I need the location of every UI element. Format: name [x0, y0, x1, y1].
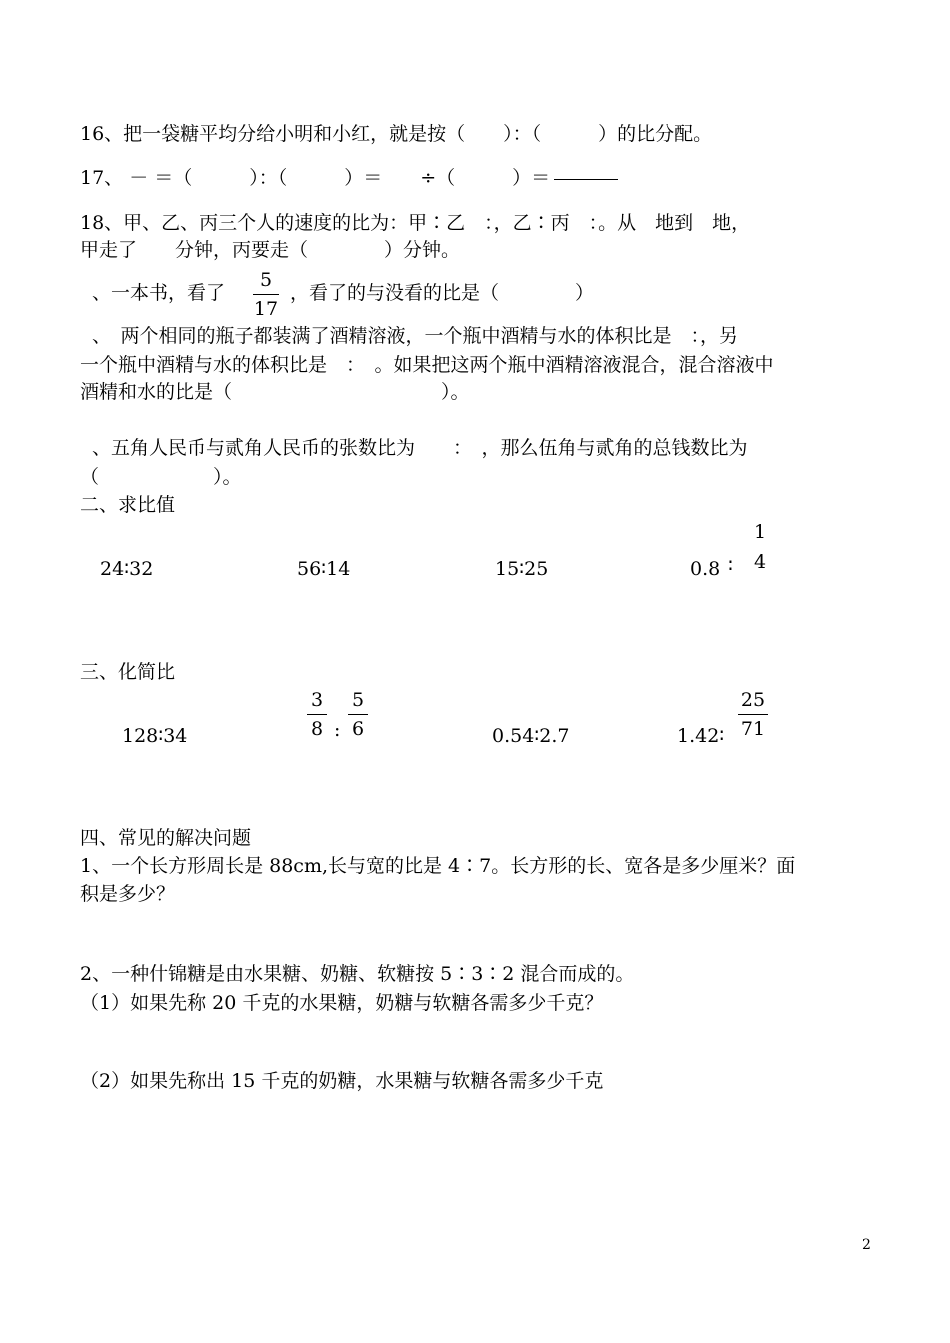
ratio-item-2: 56∶14 — [297, 558, 351, 580]
simplify-item-2-colon: : — [334, 719, 341, 741]
fraction-denominator: 4 — [753, 551, 767, 573]
fraction-bar — [307, 714, 327, 715]
problem-2-line1: 2、一种什锦糖是由水果糖、奶糖、软糖按 5∶3∶2 混合而成的。 — [80, 963, 635, 985]
question-17-text: 17、 － ＝（ ）：（ ）＝ ÷（ ）＝ — [80, 167, 551, 189]
section-2-title: 二、求比值 — [80, 494, 176, 516]
fraction-numerator: 5 — [351, 689, 365, 711]
page-number: 2 — [862, 1237, 871, 1253]
fraction-denominator: 17 — [253, 298, 279, 320]
section-4-title: 四、常见的解决问题 — [80, 827, 252, 849]
fraction-denominator: 6 — [351, 718, 365, 740]
fraction-numerator: 25 — [740, 689, 766, 711]
fraction-denominator: 8 — [310, 718, 324, 740]
fraction-gap — [750, 544, 770, 550]
fraction-bar — [738, 714, 768, 715]
simplify-item-1: 128∶34 — [122, 725, 188, 747]
question-20-line3: 酒精和水的比是（ ）。 — [80, 381, 470, 403]
ratio-item-4-colon: ∶ — [728, 555, 733, 577]
fraction-bar — [348, 714, 368, 715]
problem-1-line2: 积是多少？ — [80, 883, 176, 905]
problem-2-sub2: （2）如果先称出 15 千克的奶糖，水果糖与软糖各需多少千克 — [80, 1070, 604, 1092]
answer-blank-line — [554, 179, 618, 180]
fraction-numerator: 1 — [753, 521, 767, 543]
question-16: 16、把一袋糖平均分给小明和小红，就是按（ ）：（ ）的比分配。 — [80, 123, 713, 145]
simplify-item-2-fraction-2 — [348, 688, 368, 741]
section-3-title: 三、化简比 — [80, 661, 176, 683]
simplify-item-4-fraction — [738, 688, 768, 741]
question-18-line1: 18、甲、乙、丙三个人的速度的比为：甲∶乙 ：，乙∶丙 ：。从 地到 地， — [80, 212, 751, 234]
question-17 — [80, 166, 618, 190]
fraction-numerator: 3 — [310, 689, 324, 711]
question-18-line2: 甲走了 分钟，丙要走（ ）分钟。 — [80, 239, 461, 261]
question-20-line2: 一个瓶中酒精与水的体积比是 ： 。如果把这两个瓶中酒精溶液混合，混合溶液中 — [80, 354, 774, 376]
simplify-item-3: 0.54∶2.7 — [492, 725, 570, 747]
question-19-part-a: 、一本书，看了 — [92, 282, 226, 304]
question-21-line1: 、五角人民币与贰角人民币的张数比为 ： ，那么伍角与贰角的总钱数比为 — [92, 437, 748, 459]
question-19-fraction — [253, 268, 279, 321]
fraction-denominator: 71 — [740, 718, 766, 740]
ratio-item-3: 15∶25 — [495, 558, 549, 580]
ratio-item-4-decimal: 0.8 — [690, 558, 721, 580]
simplify-item-2-fraction-1 — [307, 688, 327, 741]
question-20-line1: 、 两个相同的瓶子都装满了酒精溶液，一个瓶中酒精与水的体积比是 ：，另 — [92, 325, 739, 347]
fraction-numerator: 5 — [259, 269, 273, 291]
problem-1-line1: 1、一个长方形周长是 88cm,长与宽的比是 4∶7。长方形的长、宽各是多少厘米？面 — [80, 855, 796, 877]
fraction-bar — [253, 294, 279, 295]
question-21-line2: （ ）。 — [80, 466, 242, 488]
problem-2-sub1: （1）如果先称 20 千克的水果糖，奶糖与软糖各需多少千克？ — [80, 992, 604, 1014]
question-19-part-b: ，看了的与没看的比是（ ） — [290, 282, 595, 304]
ratio-item-4-fraction — [750, 520, 770, 574]
simplify-item-4: 1.42∶ — [677, 725, 725, 747]
ratio-item-1: 24∶32 — [100, 558, 154, 580]
